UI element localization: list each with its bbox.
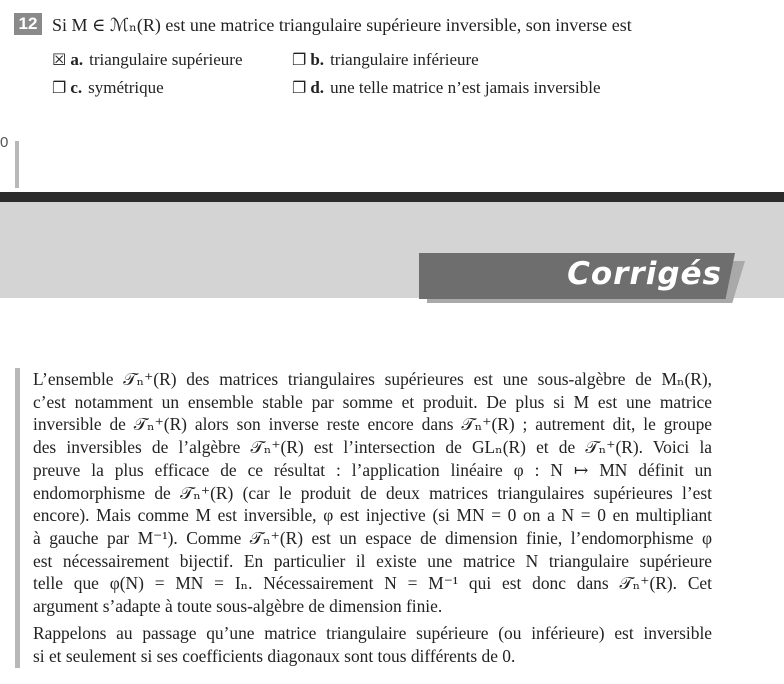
text-line: encore). Mais comme M est inversible, φ est injective (si MN = 0 on a N = 0 en multipliant	[33, 505, 712, 526]
section-title: Corrigés	[567, 256, 722, 292]
page-edge-mark: 0	[0, 134, 9, 151]
text-line: inversible de 𝒯ₙ⁺(R) alors son inverse reste encore dans 𝒯ₙ⁺(R) ; autrement dit, le groupe	[33, 414, 712, 435]
text-line: L’ensemble 𝒯ₙ⁺(R) des matrices triangulaires supérieures est une sous-algèbre de Mₙ(R),	[33, 369, 712, 389]
option-text: symétrique	[88, 78, 164, 97]
text-line: est nécessairement bijectif. En particulier il existe une matrice N triangulaire supérieure	[33, 550, 712, 571]
option-letter: b.	[310, 50, 325, 69]
option-text: une telle matrice n’est jamais inversible	[330, 78, 601, 97]
option-letter: c.	[70, 78, 83, 97]
text-line: endomorphisme de 𝒯ₙ⁺(R) (car le produit de deux matrices triangulaires supérieures l’est	[33, 482, 712, 503]
option-text: triangulaire supérieure	[89, 50, 243, 69]
option-letter: a.	[70, 50, 84, 69]
margin-bar	[15, 141, 19, 188]
text-line: à gauche par M⁻¹). Comme 𝒯ₙ⁺(R) est un espace de dimension finie, l’endomorphisme φ	[33, 527, 712, 548]
option-text: triangulaire inférieure	[330, 50, 479, 69]
option-d[interactable]	[292, 78, 601, 98]
option-c[interactable]	[52, 78, 164, 98]
text-line: argument s’adapte à toute sous-algèbre de dimension finie.	[33, 596, 443, 617]
question-text: Si M ∈ ℳₙ(R) est une matrice triangulaire supérieure inversible, son inverse est	[52, 15, 632, 35]
answer-paragraph-1	[33, 368, 712, 618]
option-a[interactable]	[52, 50, 243, 70]
text-line: Rappelons au passage qu’une matrice triangulaire supérieure (ou inférieure) est inversible	[33, 623, 712, 643]
text-line: telle que φ(N) = MN = Iₙ. Nécessairement N = M⁻¹ qui est donc dans 𝒯ₙ⁺(R). Cet	[33, 573, 712, 594]
answer-paragraph-2	[33, 622, 712, 667]
checkbox-icon: ❐	[292, 78, 307, 97]
text-line: si et seulement si ses coefficients diagonaux sont tous différents de 0.	[33, 645, 516, 666]
checkbox-icon: ❐	[52, 78, 67, 97]
option-letter: d.	[310, 78, 325, 97]
answer-margin-bar	[15, 368, 20, 668]
checkbox-icon: ❐	[292, 50, 307, 69]
text-line: preuve la plus efficace de ce résultat : l’application linéaire φ : N ↦ MN définit un	[33, 459, 712, 480]
text-line: c’est notamment un ensemble stable par somme et produit. De plus si M est une matrice	[33, 391, 712, 412]
section-divider	[0, 192, 784, 202]
checked-box-icon: ☒	[52, 50, 67, 69]
text-line: des inversibles de l’algèbre 𝒯ₙ⁺(R) est l’intersection de GLₙ(R) et de 𝒯ₙ⁺(R). Voici la	[33, 437, 712, 458]
option-b[interactable]	[292, 50, 479, 70]
question-number: 12	[14, 13, 42, 35]
